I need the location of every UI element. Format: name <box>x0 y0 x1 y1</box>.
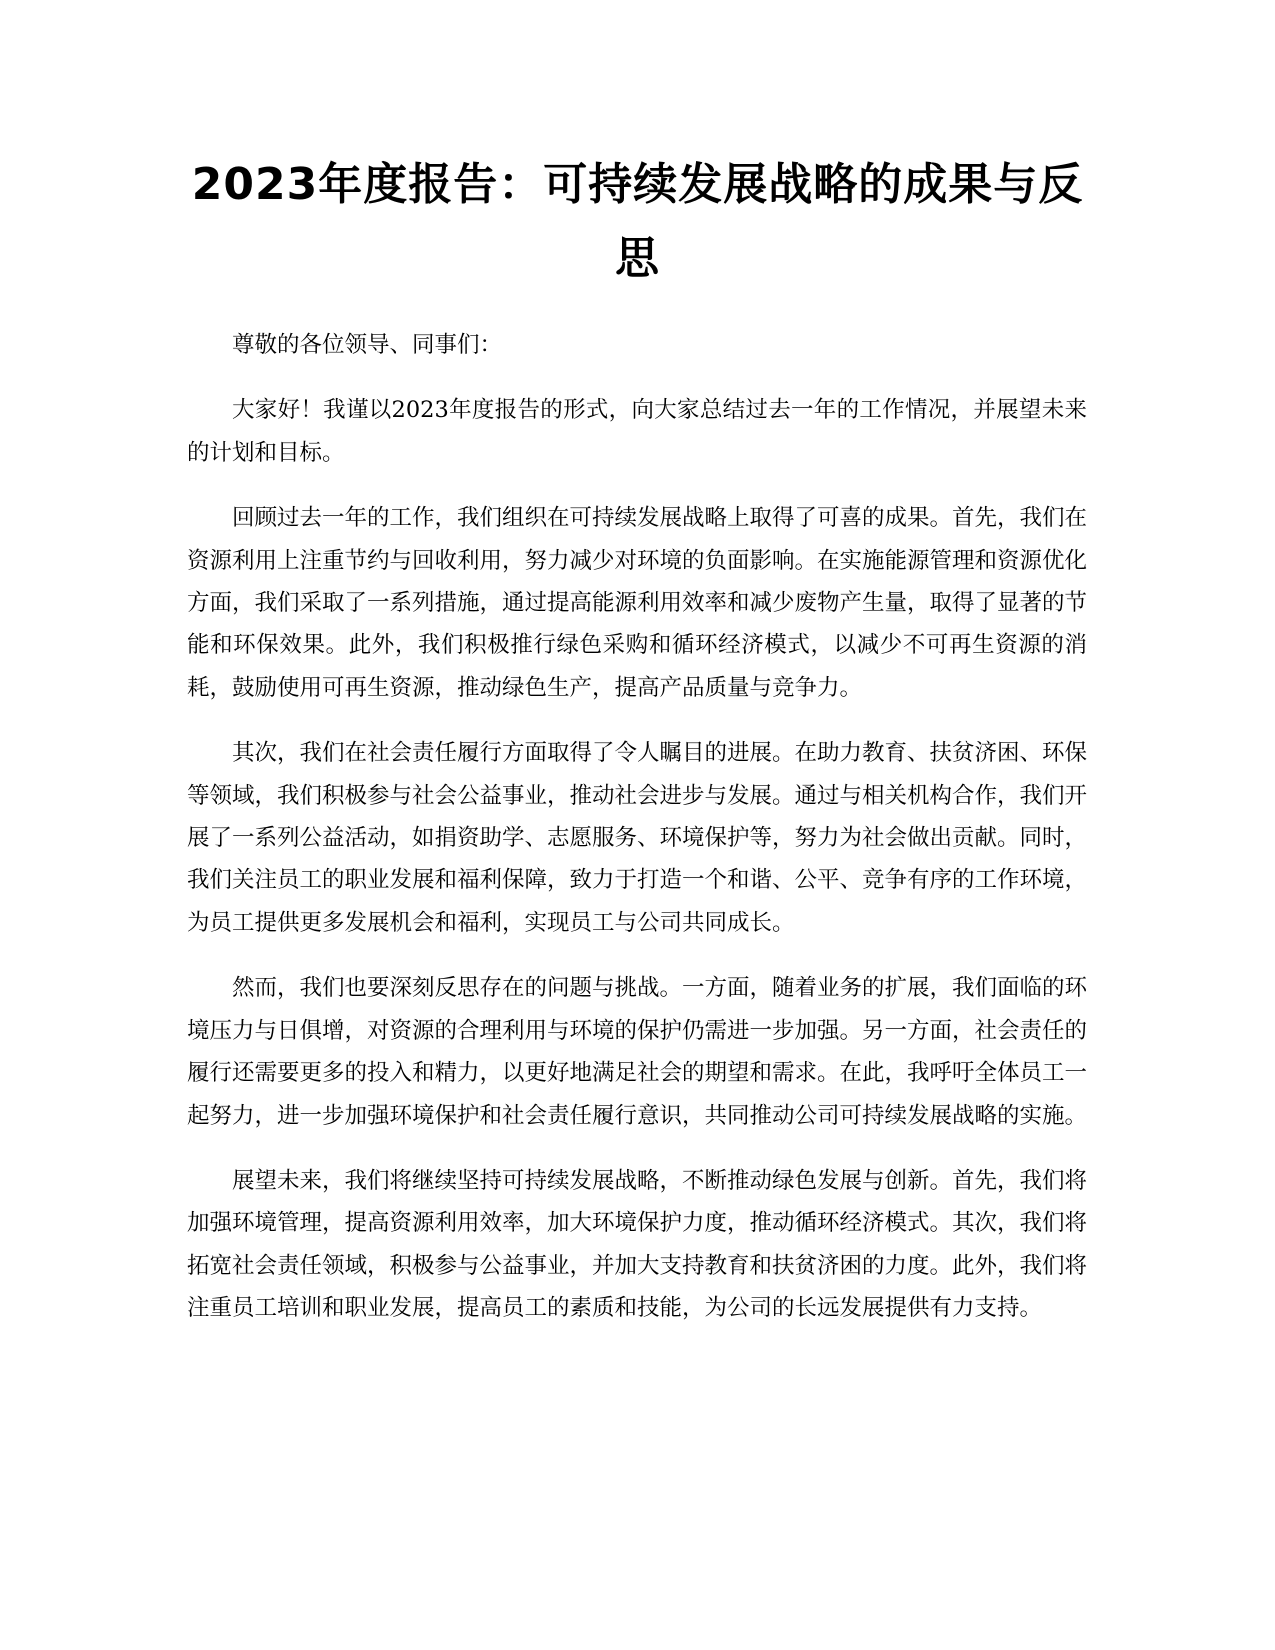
paragraph-social-responsibility: 其次，我们在社会责任履行方面取得了令人瞩目的进展。在助力教育、扶贫济困、环保等领域，我们积极参与社会公益事业，推动社会进步与发展。通过与相关机构合作，我们开展了一系列公益活动，如捐资助学、志愿服务、环境保护等，努力为社会做出贡献。同时，我们关注员工的职业发展和福利保障，致力于打造一个和谐、公平、竞争有序的工作环境，为员工提供更多发展机会和福利，实现员工与公司共同成长。 <box>187 740 1088 936</box>
paragraph-achievements: 回顾过去一年的工作，我们组织在可持续发展战略上取得了可喜的成果。首先，我们在资源利用上注重节约与回收利用，努力减少对环境的负面影响。在实施能源管理和资源优化方面，我们采取了一系列措施，通过提高能源利用效率和减少废物产生量，取得了显著的节能和环保效果。此外，我们积极推行绿色采购和循环经济模式，以减少不可再生资源的消耗，鼓励使用可再生资源，推动绿色生产，提高产品质量与竞争力。 <box>187 505 1088 701</box>
paragraph-greeting: 大家好！我谨以2023年度报告的形式，向大家总结过去一年的工作情况，并展望未来的计划和目标。 <box>187 397 1087 466</box>
document-body <box>187 324 1087 1353</box>
document-title: 2023年度报告：可持续发展战略的成果与反思 <box>191 159 1084 284</box>
paragraph-salutation: 尊敬的各位领导、同事们： <box>232 332 503 358</box>
paragraph-reflection: 然而，我们也要深刻反思存在的问题与挑战。一方面，随着业务的扩展，我们面临的环境压力与日俱增，对资源的合理利用与环境的保护仍需进一步加强。另一方面，社会责任的履行还需要更多的投入和精力，以更好地满足社会的期望和需求。在此，我呼吁全体员工一起努力，进一步加强环境保护和社会责任履行意识，共同推动公司可持续发展战略的实施。 <box>187 975 1088 1129</box>
paragraph-outlook: 展望未来，我们将继续坚持可持续发展战略，不断推动绿色发展与创新。首先，我们将加强环境管理，提高资源利用效率，加大环境保护力度，推动循环经济模式。其次，我们将拓宽社会责任领域，积极参与公益事业，并加大支持教育和扶贫济困的力度。此外，我们将注重员工培训和职业发展，提高员工的素质和技能，为公司的长远发展提供有力支持。 <box>187 1167 1088 1322</box>
